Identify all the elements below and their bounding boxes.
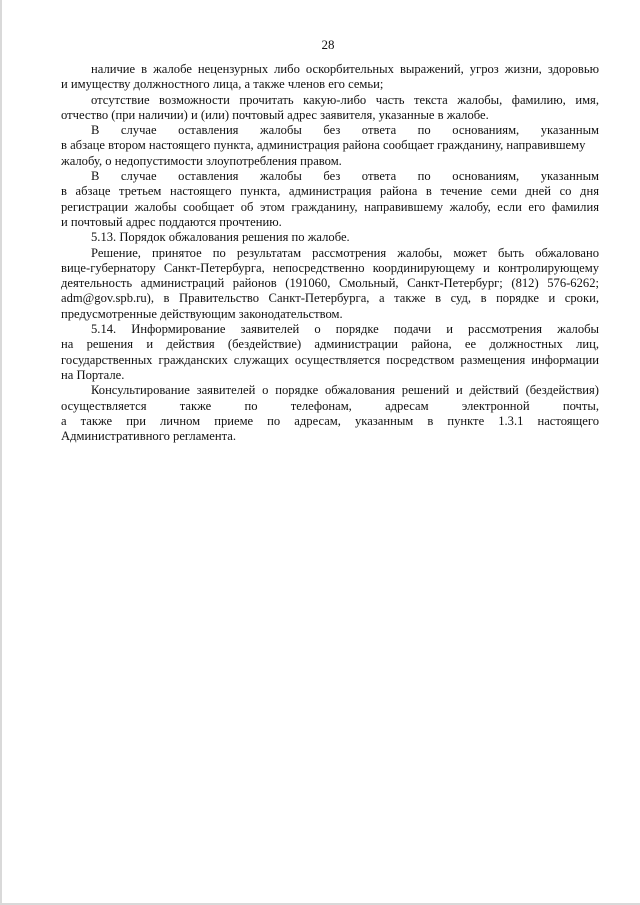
page-number: 28: [321, 37, 335, 52]
document-body: [61, 62, 599, 444]
text-line: adm@gov.spb.ru), в Правительство Санкт-Петербурга, а также в суд, в порядке и сроки,: [61, 291, 599, 306]
text-line: Решение, принятое по результатам рассмотрения жалобы, может быть обжаловано: [91, 245, 599, 260]
text-line: жалобу, о недопустимости злоупотребления правом.: [61, 153, 342, 168]
text-line: В случае оставления жалобы без ответа по основаниям, указанным: [91, 123, 599, 138]
text-line: вице-губернатору Санкт-Петербурга, непосредственно координирующему и контролирующему: [61, 260, 599, 275]
text-line: наличие в жалобе нецензурных либо оскорбительных выражений, угроз жизни, здоровью: [91, 62, 599, 76]
section-heading: 5.14. Информирование заявителей о порядке подачи и рассмотрения жалобы: [91, 322, 599, 337]
text-line: предусмотренные действующим законодательством.: [61, 306, 343, 321]
text-line: в абзаце третьем настоящего пункта, администрация района в течение семи дней со дня: [61, 184, 599, 199]
text-line: отсутствие возможности прочитать какую-либо часть текста жалобы, фамилию, имя,: [91, 92, 599, 107]
text-line: регистрации жалобы сообщает об этом гражданину, направившему жалобу, если его фамилия: [61, 199, 599, 214]
text-line: и имуществу должностного лица, а также членов его семьи;: [61, 77, 384, 92]
text-line: осуществляется также по телефонам, адресам электронной почты,: [61, 398, 599, 413]
section-heading: 5.13. Порядок обжалования решения по жалобе.: [91, 230, 350, 245]
text-line: а также при личном приеме по адресам, указанным в пункте 1.3.1 настоящего: [61, 413, 599, 428]
text-line: государственных гражданских служащих осуществляется посредством размещения информации: [61, 352, 599, 367]
scan-edge-left: [0, 0, 2, 905]
text-line: и почтовый адрес поддаются прочтению.: [61, 214, 282, 229]
text-line: на решения и действия (бездействие) администрации района, ее должностных лиц,: [61, 337, 599, 352]
text-line: в абзаце втором настоящего пункта, администрация района сообщает гражданину, направившему: [61, 138, 586, 153]
text-line: Консультирование заявителей о порядке обжалования решений и действий (бездействия): [91, 383, 599, 398]
text-line: В случае оставления жалобы без ответа по основаниям, указанным: [91, 169, 599, 184]
text-line: отчество (при наличии) и (или) почтовый адрес заявителя, указанные в жалобе.: [61, 107, 489, 122]
text-line: на Портале.: [61, 367, 125, 382]
text-line: Административного регламента.: [61, 429, 237, 444]
text-line: деятельность администраций районов (191060, Смольный, Санкт-Петербург; (812) 576-6262;: [61, 276, 599, 291]
